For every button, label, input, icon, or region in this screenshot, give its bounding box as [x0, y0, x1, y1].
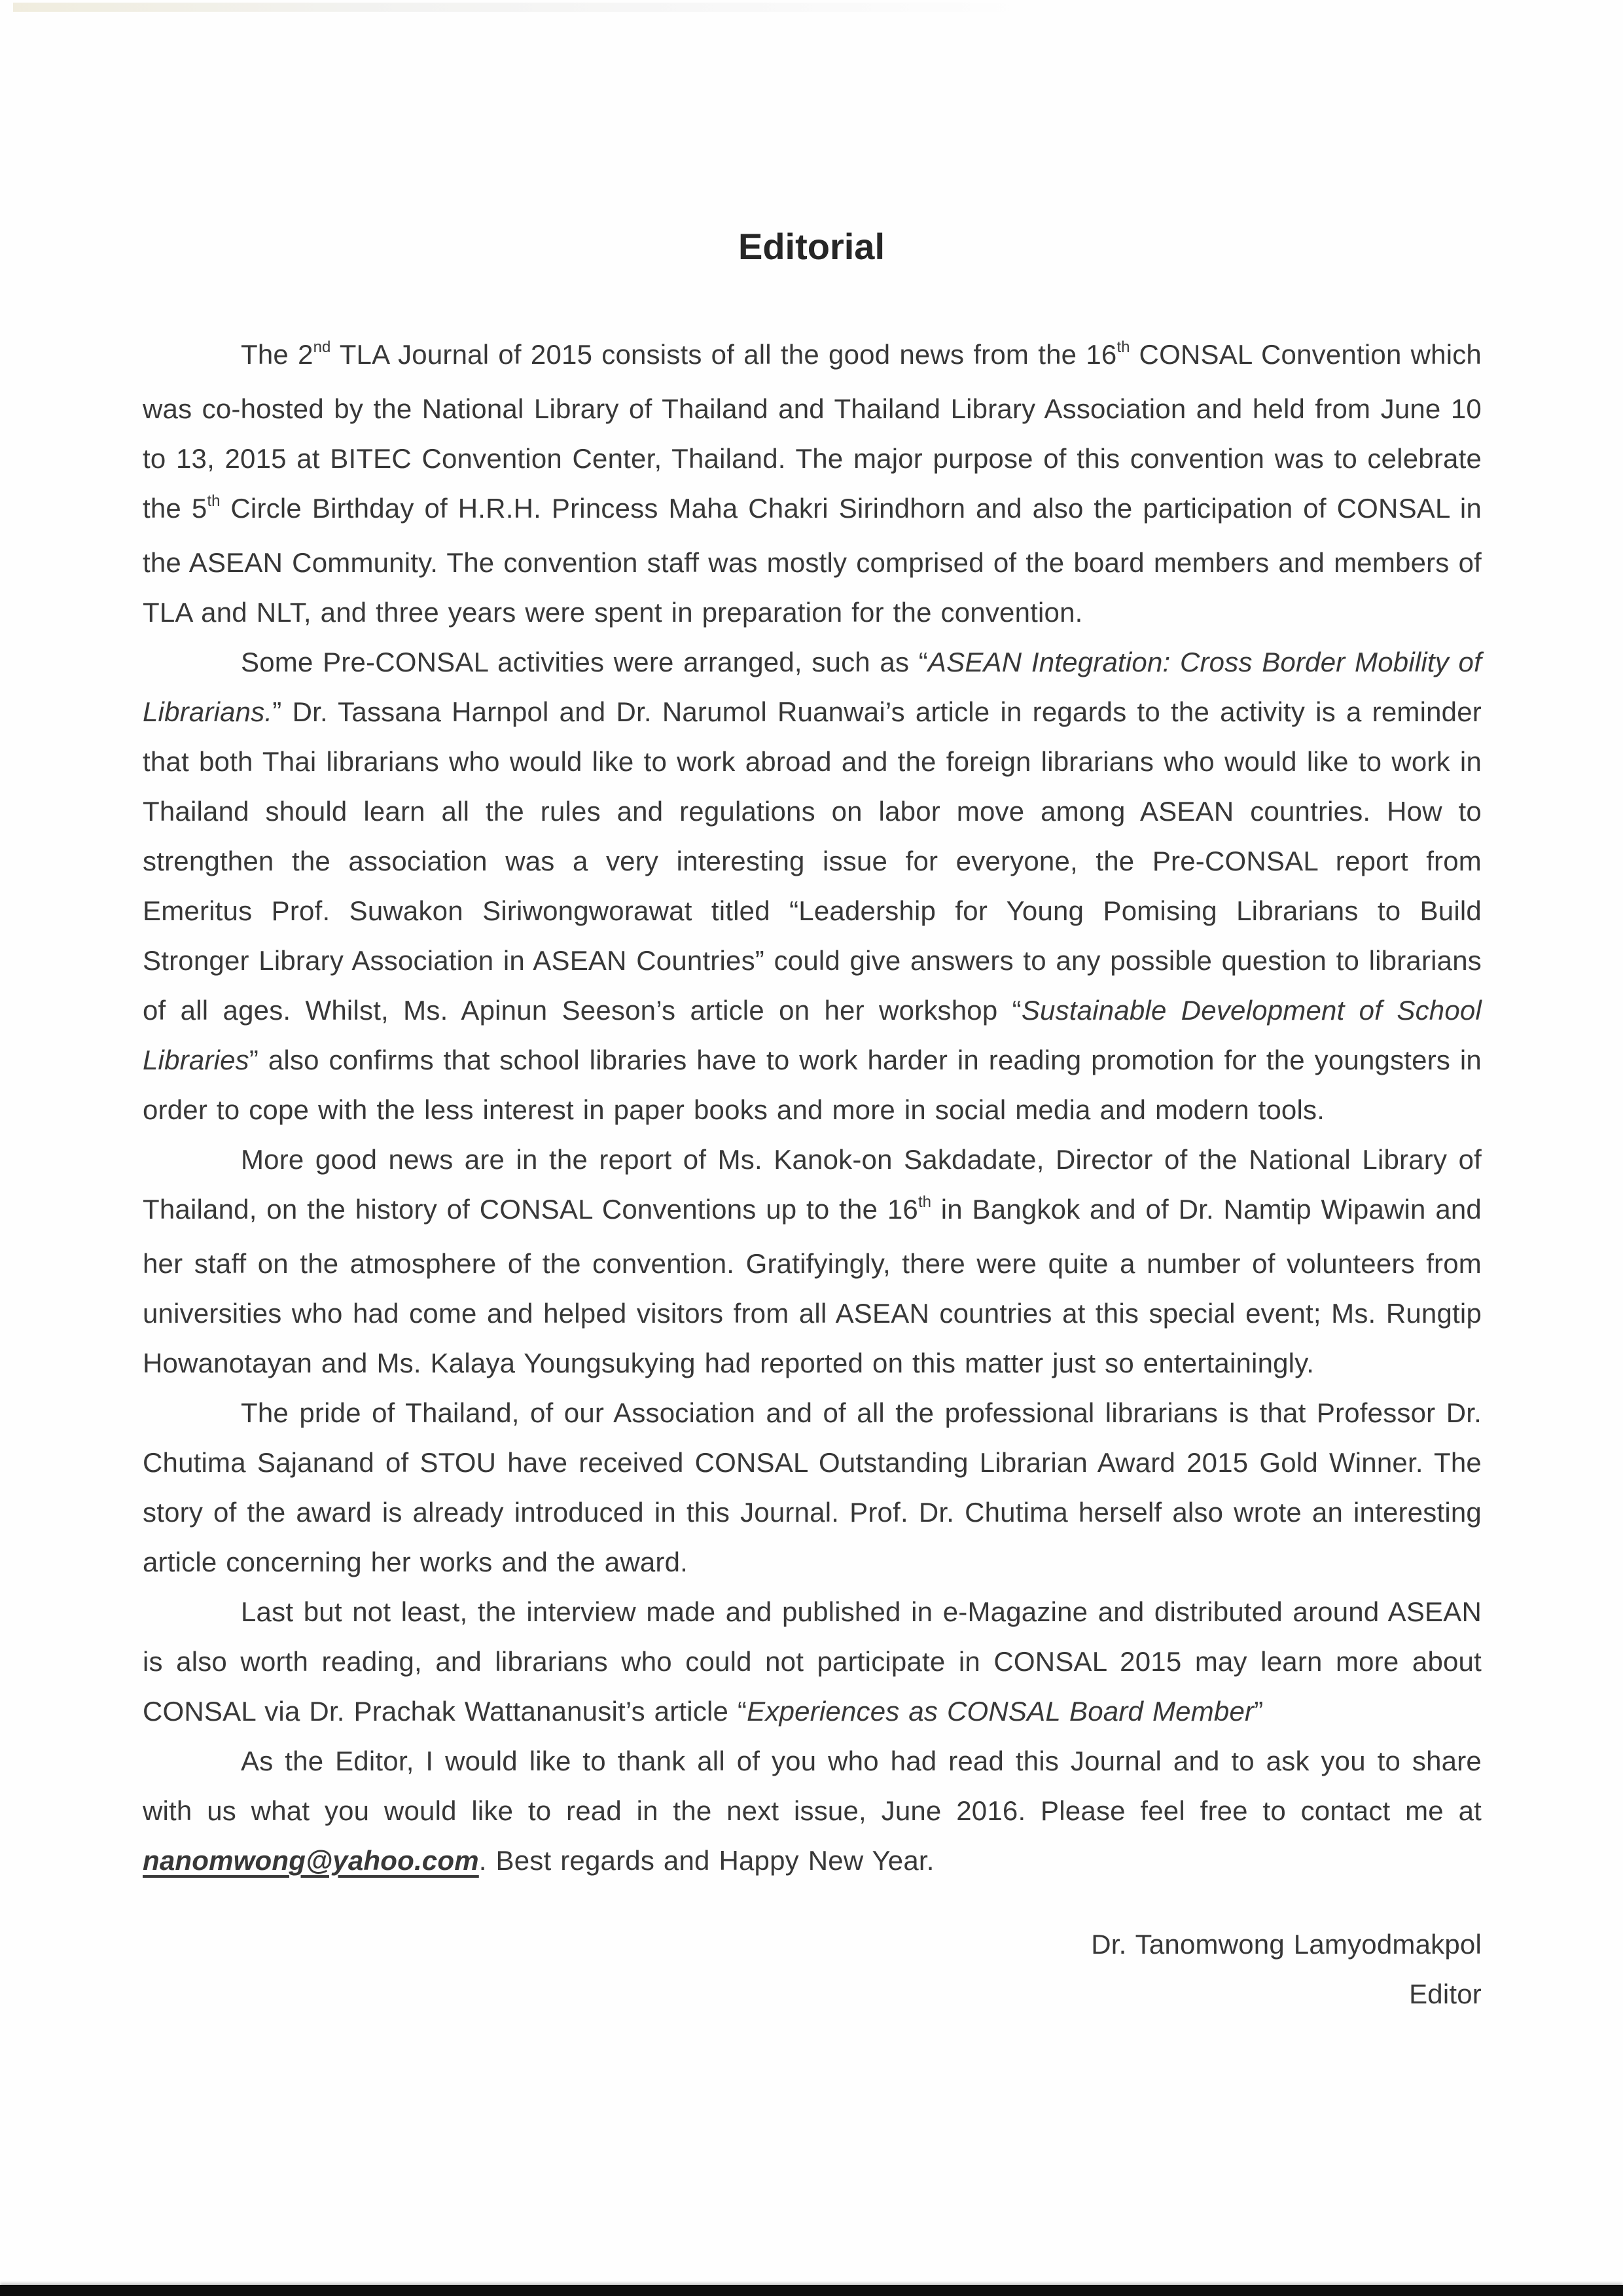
scan-artifact-bottom	[0, 2285, 1623, 2296]
paragraph: The 2nd TLA Journal of 2015 consists of all the good news from the 16th CONSAL Convention which was co-hosted by the National Library of Thailand and Thailand Library Association and held from June 10 to 13, 2015 at BITEC Convention Center, Thailand. The major purpose of this convention was to celebrate the 5th Circle Birthday of H.R.H. Princess Maha Chakri Sirindhorn and also the participation of CONSAL in the ASEAN Community. The convention staff was mostly comprised of the board members and members of TLA and NLT, and three years were spent in preparation for the convention.	[143, 338, 1482, 628]
scan-artifact-top	[13, 3, 1034, 12]
page-title: Editorial	[738, 226, 885, 267]
signature-block	[143, 1920, 1482, 2019]
paragraph: As the Editor, I would like to thank all of you who had read this Journal and to ask you to share with us what you would like to read in the next issue, June 2016. Please feel free to contact me at nanomwong@yahoo.com. Best regards and Happy New Year.	[143, 1746, 1482, 1876]
paragraph: Some Pre-CONSAL activities were arranged, such as “ASEAN Integration: Cross Border Mobility of Librarians.” Dr. Tassana Harnpol and Dr. Narumol Ruanwai’s article in regards to the activity is a reminder that both Thai librarians who would like to work abroad and the foreign librarians who would like to work in Thailand should learn all the rules and regulations on labor move among ASEAN countries. How to strengthen the association was a very interesting issue for everyone, the Pre-CONSAL report from Emeritus Prof. Suwakon Siriwongworawat titled “Leadership for Young Pomising Librarians to Build Stronger Library Association in ASEAN Countries” could give answers to any possible question to librarians of all ages. Whilst, Ms. Apinun Seeson’s article on her workshop “Sustainable Development of School Libraries” also confirms that school libraries have to work harder in reading promotion for the youngsters in order to cope with the less interest in paper books and more in social media and modern tools.	[143, 647, 1482, 1125]
paragraph: More good news are in the report of Ms. Kanok-on Sakdadate, Director of the National Library of Thailand, on the history of CONSAL Conventions up to the 16th in Bangkok and of Dr. Namtip Wipawin and her staff on the atmosphere of the convention. Gratifyingly, there were quite a number of volunteers from universities who had come and helped visitors from all ASEAN countries at this special event; Ms. Rungtip Howanotayan and Ms. Kalaya Youngsukying had reported on this matter just so entertainingly.	[143, 1144, 1482, 1378]
email-address: nanomwong@yahoo.com	[143, 1845, 479, 1876]
signature-name: Dr. Tanomwong Lamyodmakpol	[1091, 1929, 1482, 1960]
signature-role: Editor	[1409, 1979, 1482, 2009]
paragraph: Last but not least, the interview made and published in e-Magazine and distributed around ASEAN is also worth reading, and librarians who could not participate in CONSAL 2015 may learn more about CONSAL via Dr. Prachak Wattananusit’s article “Experiences as CONSAL Board Member”	[143, 1596, 1482, 1727]
paragraph: The pride of Thailand, of our Association and of all the professional librarians is that Professor Dr. Chutima Sajanand of STOU have received CONSAL Outstanding Librarian Award 2015 Gold Winner. The story of the award is already introduced in this Journal. Prof. Dr. Chutima herself also wrote an interesting article concerning her works and the award.	[143, 1397, 1482, 1577]
editorial-body	[143, 330, 1482, 2019]
